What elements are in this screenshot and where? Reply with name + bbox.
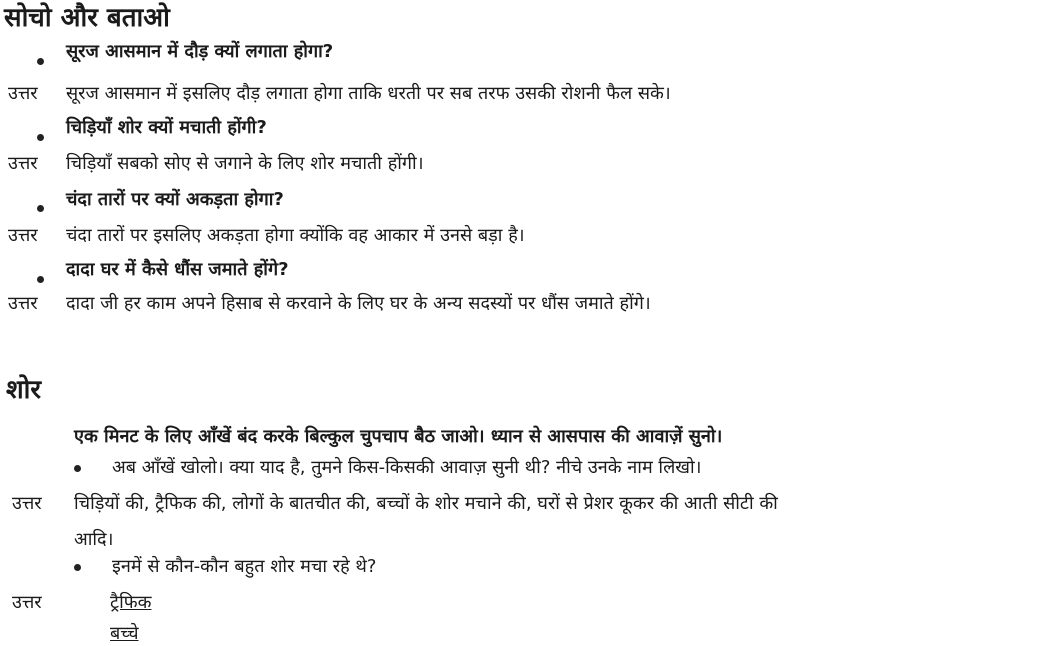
question-text: चंदा तारों पर क्यों अकड़ता होगा? [66,189,284,210]
question-text: दादा घर में कैसे धौंस जमाते होंगे? [66,259,289,280]
bullet-icon [37,205,44,212]
question-text: चिड़ियाँ शोर क्यों मचाती होंगी? [66,117,267,138]
answer-list-item: ट्रैफिक [110,592,152,613]
answer-text: चिड़ियों की, ट्रैफिक की, लोगों के बातचीत की, बच्चों के शोर मचाने की, घरों से प्रेशर कूकर की आती सीटी की [74,493,778,514]
bullet-icon [74,564,81,571]
question-text: इनमें से कौन-कौन बहुत शोर मचा रहे थे? [112,556,377,577]
answer-label: उत्तर [8,83,38,104]
answer-label: उत्तर [8,153,38,174]
bullet-icon [37,276,44,283]
answer-text: दादा जी हर काम अपने हिसाब से करवाने के लिए घर के अन्य सदस्यों पर धौंस जमाते होंगे। [66,293,651,314]
answer-text: चंदा तारों पर इसलिए अकड़ता होगा क्योंकि वह आकार में उनसे बड़ा है। [66,225,525,246]
instruction-text: एक मिनट के लिए आँखें बंद करके बिल्कुल चुपचाप बैठ जाओ। ध्यान से आसपास की आवाज़ें सुनो। [74,426,723,447]
answer-list-item: बच्चे [110,623,139,644]
question-text: अब आँखें खोलो। क्या याद है, तुमने किस-किसकी आवाज़ सुनी थी? नीचे उनके नाम लिखो। [112,457,702,478]
answer-text: सूरज आसमान में इसलिए दौड़ लगाता होगा ताकि धरती पर सब तरफ उसकी रोशनी फैल सके। [66,83,671,104]
section-heading: सोचो और बताओ [4,3,170,33]
answer-label: उत्तर [8,293,38,314]
bullet-icon [37,134,44,141]
question-text: सूरज आसमान में दौड़ क्यों लगाता होगा? [66,41,334,62]
section-heading: शोर [6,375,42,405]
bullet-icon [74,465,81,472]
answer-text: आदि। [74,529,114,550]
answer-label: उत्तर [8,225,38,246]
answer-label: उत्तर [12,592,42,613]
answer-label: उत्तर [12,493,42,514]
bullet-icon [37,58,44,65]
answer-text: चिड़ियाँ सबको सोए से जगाने के लिए शोर मचाती होंगी। [66,153,424,174]
